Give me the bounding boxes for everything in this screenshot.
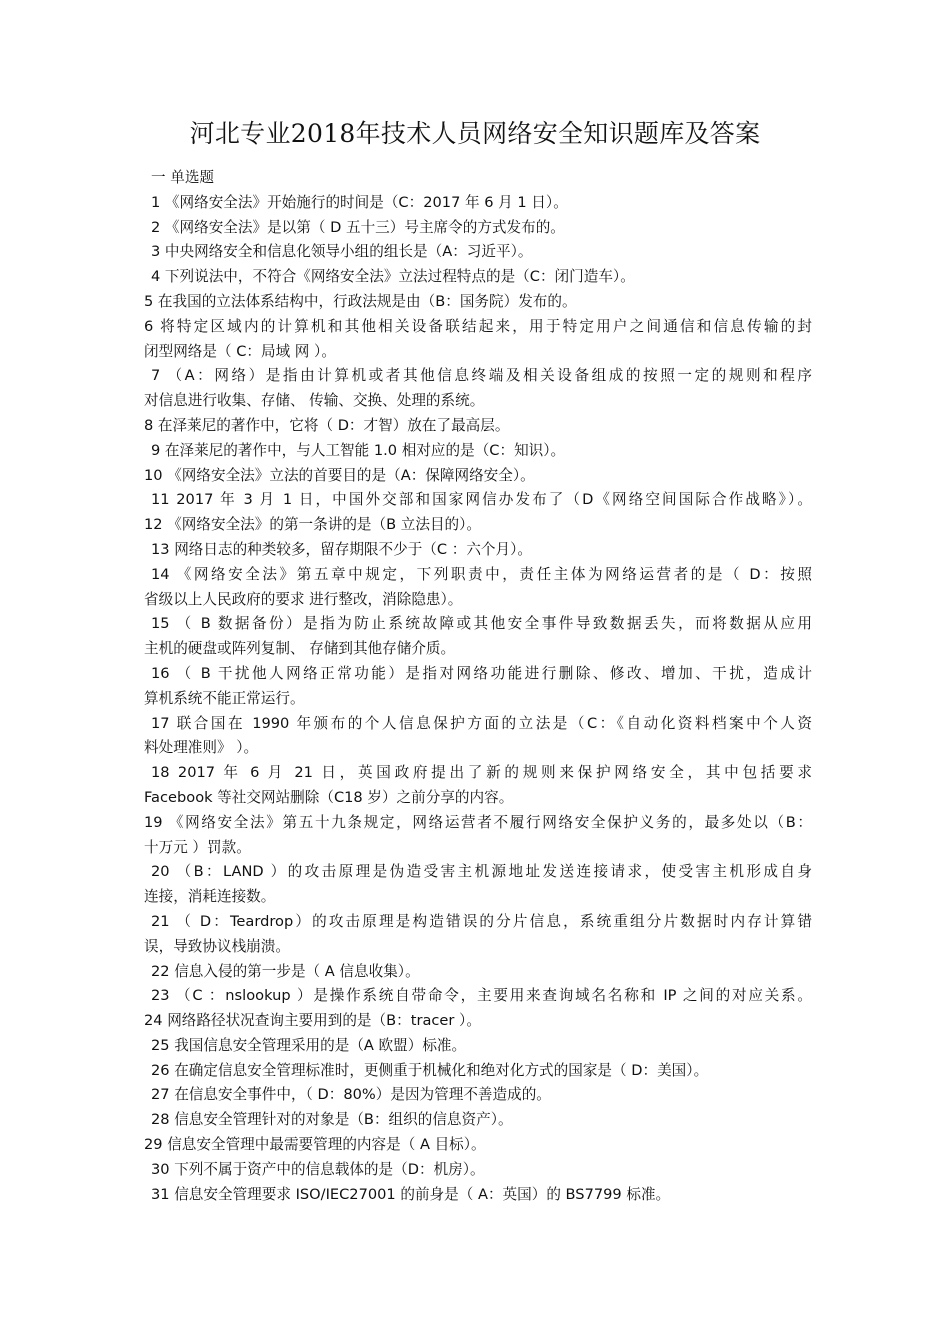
text-line: 27 在信息安全事件中，（ D：80%）是因为管理不善造成的。 — [151, 1086, 551, 1104]
text-line: 20 （B：LAND ）的攻击原理是伪造受害主机源地址发送连接请求，使受害主机形成自身 — [151, 863, 812, 881]
text-line: 26 在确定信息安全管理标准时，更侧重于机械化和绝对化方式的国家是（ D：美国）。 — [151, 1061, 709, 1079]
text-line: 19 《网络安全法》第五十九条规定，网络运营者不履行网络安全保护义务的，最多处以（B： — [144, 813, 812, 831]
text-line: 3 中央网络安全和信息化领导小组的组长是（A：习近平）。 — [151, 243, 533, 261]
text-line: 闭型网络是（ C：局域 网 ）。 — [144, 342, 336, 360]
text-line: 省级以上人民政府的要求 进行整改，消除隐患）。 — [144, 590, 463, 608]
text-line: 31 信息安全管理要求 ISO/IEC27001 的前身是（ A：英国）的 BS7799 标准。 — [151, 1185, 671, 1203]
text-line: 一 单选题 — [151, 169, 215, 186]
text-line: 主机的硬盘或阵列复制、 存储到其他存储介质。 — [144, 640, 456, 658]
text-line: 8 在泽莱尼的著作中，它将（ D：才智）放在了最高层。 — [144, 416, 510, 434]
text-line: 14 《网络安全法》第五章中规定，下列职责中，责任主体为网络运营者的是（ D：按照 — [151, 565, 812, 583]
text-line: 对信息进行收集、存储、 传输、交换、处理的系统。 — [144, 392, 485, 410]
text-line: 17 联合国在 1990 年颁布的个人信息保护方面的立法是（C：《自动化资料档案中个人资 — [151, 714, 812, 732]
text-line: 30 下列不属于资产中的信息载体的是（D：机房）。 — [151, 1160, 485, 1178]
text-line: Facebook 等社交网站删除（C18 岁）之前分享的内容。 — [144, 788, 514, 806]
text-line: 18 2017 年 6 月 21 日，英国政府提出了新的规则来保护网络安全，其中包括要求 — [151, 764, 812, 782]
text-line: 23 （C ：nslookup ）是操作系统自带命令，主要用来查询域名名称和 IP 之间的对应关系。 — [151, 987, 812, 1005]
text-line: 13 网络日志的种类较多，留存期限不少于（C ：六个月）。 — [151, 540, 532, 558]
text-line: 十万元 ）罚款。 — [144, 838, 251, 856]
text-line: 24 网络路径状况查询主要用到的是（B：tracer ）。 — [144, 1012, 481, 1030]
text-line: 22 信息入侵的第一步是（ A 信息收集）。 — [151, 962, 420, 980]
text-line: 2 《网络安全法》是以第（ D 五十三）号主席令的方式发布的。 — [151, 218, 565, 236]
text-line: 算机系统不能正常运行。 — [144, 689, 305, 707]
question-list — [144, 166, 812, 1207]
document-title: 河北专业2018年技术人员网络安全知识题库及答案 — [189, 119, 761, 148]
text-line: 7 （A：网络）是指由计算机或者其他信息终端及相关设备组成的按照一定的规则和程序 — [151, 367, 812, 385]
text-line: 28 信息安全管理针对的对象是（B：组织的信息资产）。 — [151, 1111, 513, 1129]
text-line: 误，导致协议栈崩溃。 — [144, 937, 290, 955]
text-line: 6 将特定区域内的计算机和其他相关设备联结起来，用于特定用户之间通信和信息传输的封 — [144, 317, 812, 335]
text-line: 10 《网络安全法》立法的首要目的是（A：保障网络安全）。 — [144, 466, 535, 484]
text-line: 21 （ D：Teardrop）的攻击原理是构造错误的分片信息，系统重组分片数据时内存计算错 — [151, 912, 812, 930]
text-line: 25 我国信息安全管理采用的是（A 欧盟）标准。 — [151, 1036, 467, 1054]
text-line: 连接，消耗连接数。 — [144, 888, 276, 906]
text-line: 9 在泽莱尼的著作中，与人工智能 1.0 相对应的是（C：知识）。 — [151, 441, 566, 459]
text-line: 5 在我国的立法体系结构中，行政法规是由（B：国务院）发布的。 — [144, 292, 577, 310]
text-line: 16 （ B 干扰他人网络正常功能）是指对网络功能进行删除、修改、增加、干扰，造成计 — [151, 664, 812, 682]
text-line: 11 2017 年 3 月 1 日，中国外交部和国家网信办发布了（D《网络空间国际合作战略》）。 — [151, 491, 812, 509]
text-line: 料处理准则》 ）。 — [144, 739, 259, 757]
text-line: 4 下列说法中，不符合《网络安全法》立法过程特点的是（C：闭门造车）。 — [151, 268, 635, 286]
text-line: 12 《网络安全法》的第一条讲的是（B 立法目的）。 — [144, 516, 482, 534]
text-line: 29 信息安全管理中最需要管理的内容是（ A 目标）。 — [144, 1136, 486, 1154]
text-line: 15 （ B 数据备份）是指为防止系统故障或其他安全事件导致数据丢失，而将数据从应用 — [151, 615, 812, 633]
text-line: 1 《网络安全法》开始施行的时间是（C：2017 年 6 月 1 日）。 — [151, 193, 568, 211]
